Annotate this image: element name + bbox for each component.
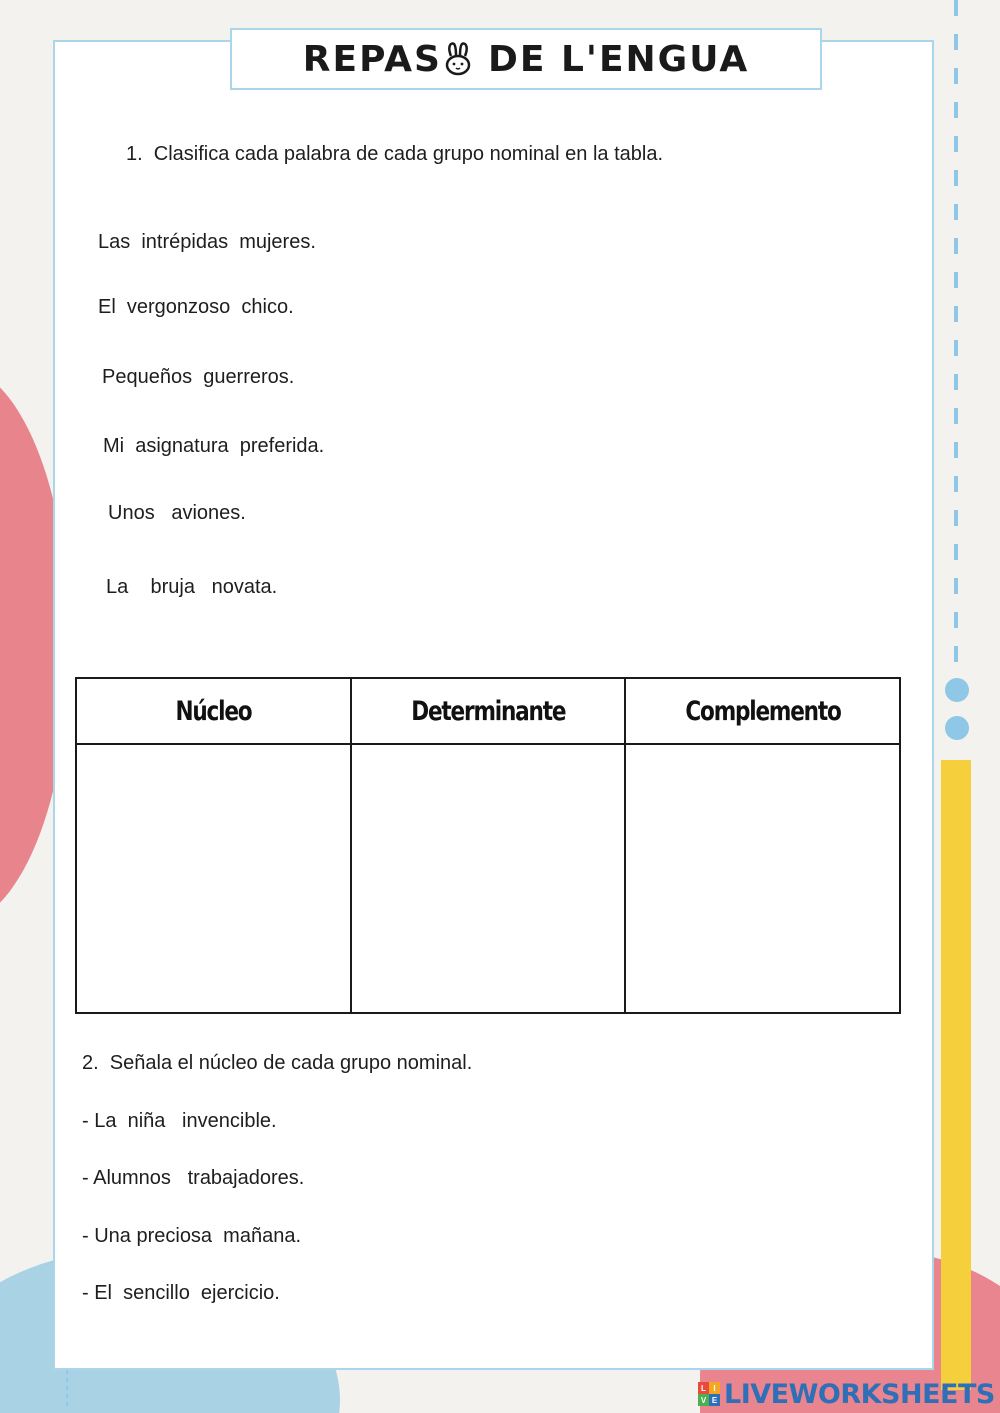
header-label: Determinante (410, 695, 565, 727)
decorative-dot (945, 678, 969, 702)
nucleus-item[interactable]: - Alumnos trabajadores. (82, 1167, 305, 1189)
logo-letter: L (698, 1382, 709, 1394)
liveworksheets-watermark (698, 1378, 995, 1410)
page-title (303, 39, 749, 80)
classification-table (75, 677, 901, 1014)
decorative-yellow-bar (941, 760, 971, 1390)
phrase-item: Unos aviones. (108, 502, 246, 524)
logo-letter: E (709, 1394, 720, 1406)
phrase-item: El vergonzoso chico. (98, 296, 294, 318)
answer-cell-determinante[interactable] (351, 744, 626, 1013)
header-label: Complemento (685, 695, 841, 727)
phrase-item: Mi asignatura preferida. (103, 435, 325, 457)
exercise1-instruction: 1. Clasifica cada palabra de cada grupo nominal en la tabla. (126, 143, 664, 165)
table-header-complemento (625, 678, 900, 744)
title-part: DE L'ENGUA (487, 38, 750, 80)
phrase-item: Pequeños guerreros. (102, 366, 295, 388)
nucleus-item[interactable]: - Una preciosa mañana. (82, 1225, 302, 1247)
logo-letter: I (709, 1382, 720, 1394)
decorative-dot (945, 716, 969, 740)
answer-cell-complemento[interactable] (625, 744, 900, 1013)
answer-cell-nucleo[interactable] (76, 744, 351, 1013)
table-header-nucleo (76, 678, 351, 744)
nucleus-item[interactable]: - El sencillo ejercicio. (82, 1282, 280, 1304)
header-label: Núcleo (175, 695, 252, 727)
decorative-dashed-line (954, 0, 958, 690)
table-answer-row (76, 744, 900, 1013)
bunny-icon (443, 42, 473, 76)
liveworksheets-logo-icon (698, 1382, 720, 1406)
watermark-text: LIVEWORKSHEETS (724, 1378, 995, 1410)
table-header-determinante (351, 678, 626, 744)
logo-letter: V (698, 1394, 709, 1406)
phrase-item: La bruja novata. (106, 576, 278, 598)
title-box (230, 28, 822, 90)
phrase-item: Las intrépidas mujeres. (98, 231, 316, 253)
exercise2-instruction: 2. Señala el núcleo de cada grupo nominal. (82, 1052, 473, 1074)
table-header-row (76, 678, 900, 744)
nucleus-item[interactable]: - La niña invencible. (82, 1110, 277, 1132)
title-part: REPAS (302, 38, 442, 80)
